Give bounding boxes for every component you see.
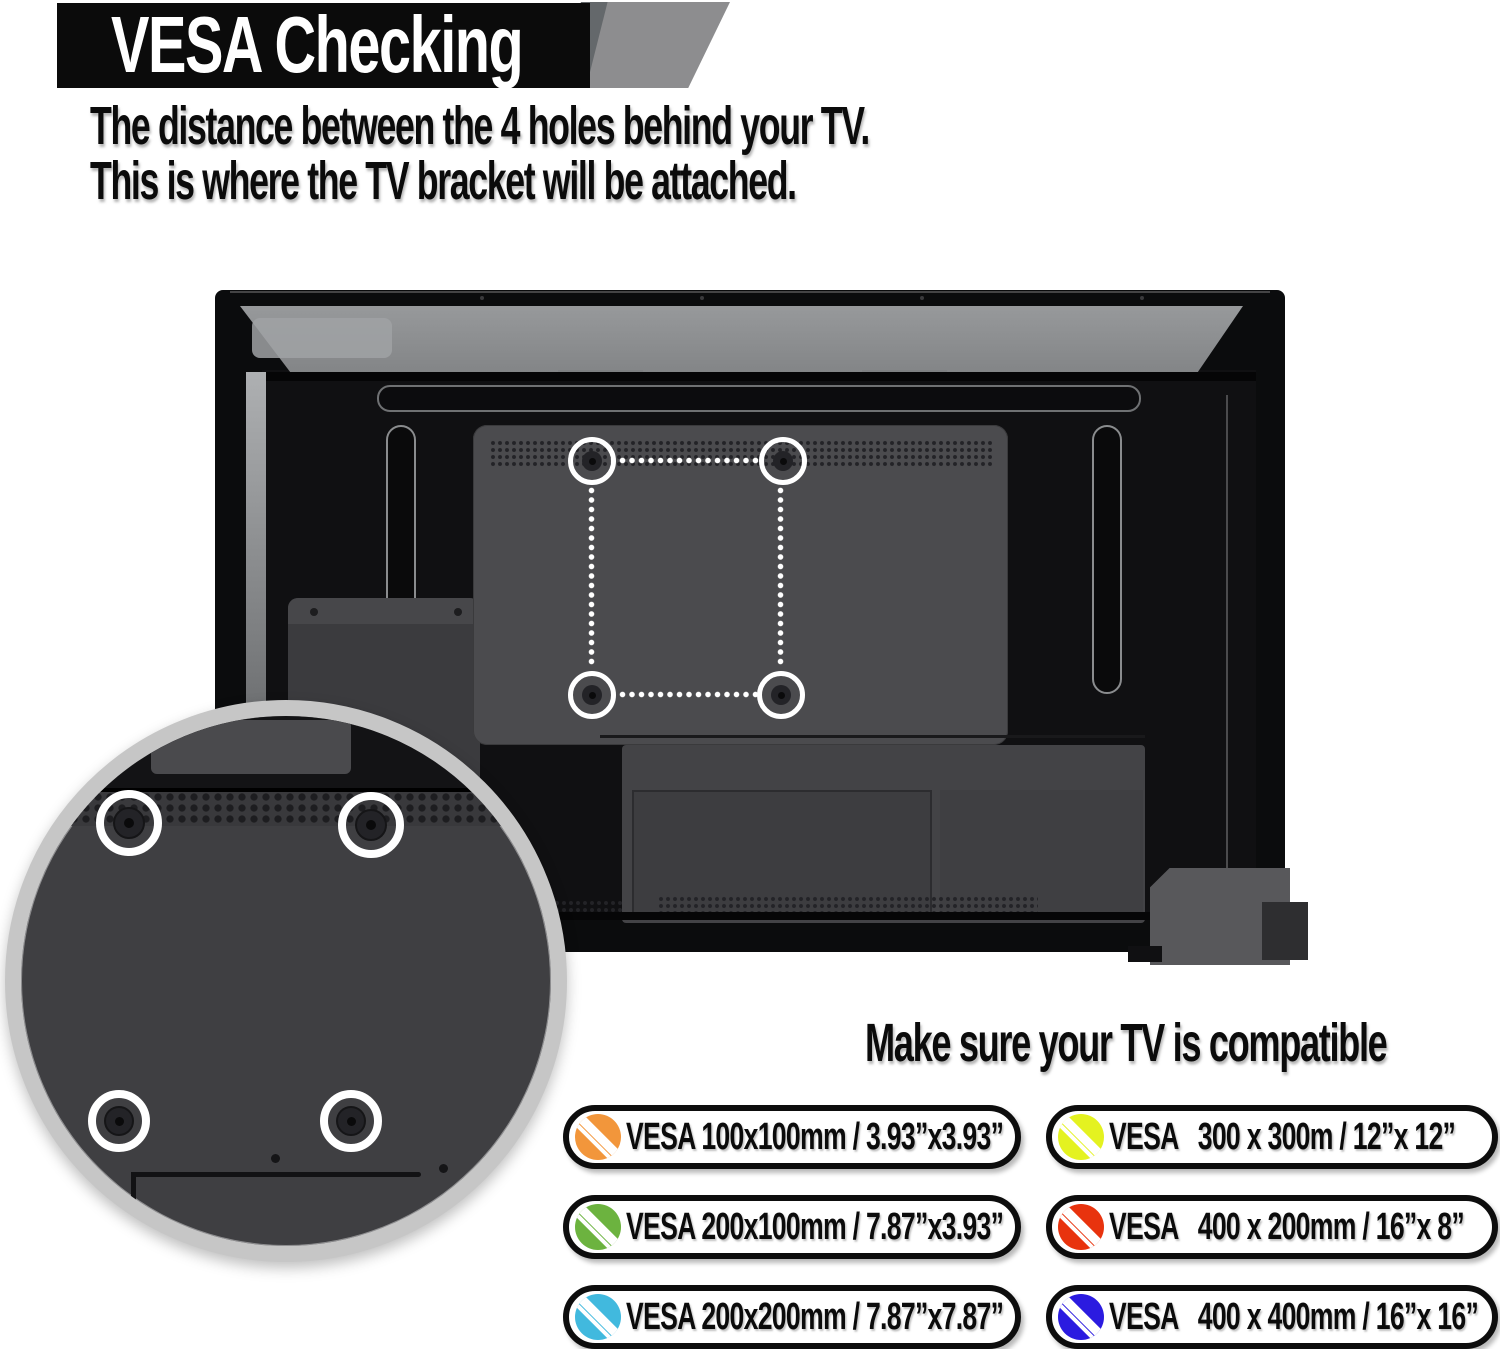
vesa-badge-label: VESA 200x200mm / 7.87”x7.87” — [626, 1295, 1004, 1338]
subtitle-line-1: The distance between the 4 holes behind your TV. — [90, 96, 869, 156]
vesa-badge-label: VESA 400 x 200mm / 16”x 8” — [1109, 1205, 1464, 1248]
dotted-line-top — [618, 456, 758, 466]
tv-right-corner-edge — [1226, 395, 1228, 905]
vesa-hole-marker-top-right — [759, 437, 807, 485]
screw-head-cyan-icon — [575, 1294, 621, 1340]
tv-handle-bar — [377, 385, 1141, 412]
screw-head — [773, 451, 793, 471]
screw-head-blue-icon — [1058, 1294, 1104, 1340]
tv-frame-screw — [1140, 296, 1144, 300]
tv-side-box-screw — [310, 608, 318, 616]
vesa-badge-300x300 — [1046, 1105, 1498, 1169]
screw-head — [104, 1106, 134, 1136]
tv-slot-right — [1092, 425, 1122, 694]
vesa-badge-200x100 — [563, 1195, 1021, 1259]
screw-head — [355, 809, 387, 841]
vesa-badge-400x200 — [1046, 1195, 1498, 1259]
vesa-badge-label: VESA 400 x 400mm / 16”x 16” — [1109, 1295, 1479, 1338]
screw-head — [582, 451, 602, 471]
screw-head-red-icon — [1058, 1204, 1104, 1250]
tv-left-bezel-strip — [246, 372, 266, 712]
magnified-hole-marker-top-left — [96, 790, 162, 856]
tv-frame-top-highlight — [230, 291, 1270, 293]
vesa-badge-200x200 — [563, 1285, 1021, 1349]
screw-head — [113, 807, 145, 839]
vesa-hole-marker-top-left — [568, 437, 616, 485]
tv-frame-screw — [920, 296, 924, 300]
magnified-panel-seam-h — [131, 1172, 421, 1177]
tv-frame-screw — [480, 296, 484, 300]
vesa-badge-400x400 — [1046, 1285, 1498, 1349]
screw-head-yellow-icon — [1058, 1114, 1104, 1160]
subtitle-line-2: This is where the TV bracket will be attached. — [90, 151, 796, 211]
vesa-badge-label: VESA 300 x 300m / 12”x 12” — [1109, 1115, 1456, 1158]
magnified-screw-dot — [439, 1164, 448, 1173]
page-title: VESA Checking — [111, 0, 523, 89]
tv-stand-nub — [1128, 946, 1162, 962]
dotted-line-bottom — [618, 690, 758, 700]
magnified-panel-seam-v — [131, 1172, 136, 1252]
screw-head-orange-icon — [575, 1114, 621, 1160]
dotted-line-right — [776, 486, 786, 668]
dotted-line-left — [587, 486, 597, 668]
screw-head — [771, 685, 791, 705]
screw-head-green-icon — [575, 1204, 621, 1250]
magnifier-detail-circle — [5, 700, 567, 1262]
tv-stand-foot-tab — [1262, 902, 1308, 960]
vesa-hole-marker-bottom-left — [568, 671, 616, 719]
tv-side-box-screw — [454, 608, 462, 616]
magnified-hole-marker-bottom-right — [320, 1090, 382, 1152]
tv-top-bezel-tab — [252, 318, 392, 358]
vesa-badge-label: VESA 200x100mm / 7.87”x3.93” — [626, 1205, 1004, 1248]
tv-frame-screw — [700, 296, 704, 300]
compatibility-heading: Make sure your TV is compatible — [865, 1013, 1387, 1073]
screw-head — [582, 685, 602, 705]
magnified-hole-marker-top-right — [338, 792, 404, 858]
magnified-hole-marker-bottom-left — [88, 1090, 150, 1152]
screw-head — [336, 1106, 366, 1136]
tv-bezel-shadow — [262, 372, 1256, 381]
magnified-screw-dot — [271, 1154, 280, 1163]
tv-seam-line — [600, 735, 1145, 738]
magnified-bezel-tab — [151, 720, 351, 774]
vesa-hole-marker-bottom-right — [757, 671, 805, 719]
vesa-badge-label: VESA 100x100mm / 3.93”x3.93” — [626, 1115, 1004, 1158]
vesa-badge-100x100 — [563, 1105, 1021, 1169]
